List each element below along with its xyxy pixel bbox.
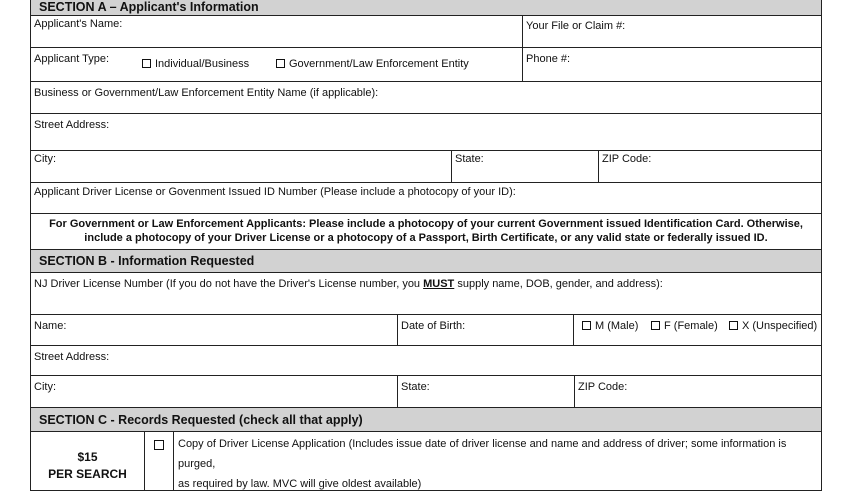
file-claim-field[interactable]: [522, 15, 822, 48]
copy-description-line-1: Copy of Driver License Application (Includes issue date of driver license and name and address of driver; some information is purged,: [178, 438, 787, 470]
must-emphasis: MUST: [423, 278, 455, 290]
gender-f-checkbox[interactable]: [651, 321, 660, 330]
requested-city-label: City:: [34, 381, 56, 393]
section-a-title: SECTION A – Applicant's Information: [39, 0, 259, 14]
phone-field[interactable]: [522, 47, 822, 82]
applicant-city-label: City:: [34, 153, 56, 165]
section-b-header: [30, 249, 822, 273]
gender-f-option[interactable]: F (Female): [651, 320, 718, 332]
applicant-type-government-option[interactable]: [276, 58, 469, 70]
business-name-label: Business or Government/Law Enforcement Entity Name (if applicable):: [34, 87, 379, 99]
notice-line-2: include a photocopy of your Driver License or a photocopy of a Passport, Birth Certificate, or any valid state or federally issued ID.: [84, 232, 768, 244]
requested-zip-label: ZIP Code:: [578, 381, 628, 393]
section-c-title: SECTION C - Records Requested (check all that apply): [39, 412, 363, 427]
gender-field: [573, 314, 822, 346]
section-a-header: [30, 0, 822, 16]
gender-m-checkbox[interactable]: [582, 321, 591, 330]
records-request-form: [30, 0, 822, 490]
individual-checkbox[interactable]: [142, 59, 151, 68]
applicant-id-number-field[interactable]: [30, 182, 822, 214]
gender-m-option[interactable]: M (Male): [582, 320, 638, 332]
file-claim-label: Your File or Claim #:: [526, 20, 626, 32]
applicant-street-field[interactable]: [30, 113, 822, 151]
section-c-header: [30, 407, 822, 432]
requested-state-field[interactable]: [397, 375, 575, 408]
applicant-name-field[interactable]: [30, 15, 523, 48]
copy-description-line-2: as required by law. MVC will give oldest available): [178, 478, 422, 490]
applicant-type-individual-option[interactable]: [142, 58, 249, 70]
requested-zip-field[interactable]: [574, 375, 822, 408]
applicant-type-label: Applicant Type:: [34, 53, 110, 65]
nj-license-number-field[interactable]: [30, 272, 822, 315]
requested-name-label: Name:: [34, 320, 67, 332]
business-name-field[interactable]: [30, 81, 822, 114]
requested-street-field[interactable]: [30, 345, 822, 376]
requested-street-label: Street Address:: [34, 351, 110, 363]
applicant-state-field[interactable]: [451, 150, 599, 183]
requested-state-label: State:: [401, 381, 430, 393]
applicant-zip-field[interactable]: [598, 150, 822, 183]
government-applicant-notice: [30, 213, 822, 250]
government-label: Government/Law Enforcement Entity: [289, 58, 469, 70]
applicant-name-label: Applicant's Name:: [34, 18, 123, 30]
requested-city-field[interactable]: [30, 375, 398, 408]
copy-license-application-description: [173, 431, 822, 491]
date-of-birth-label: Date of Birth:: [401, 320, 466, 332]
applicant-street-label: Street Address:: [34, 119, 110, 131]
copy-license-application-checkbox[interactable]: [154, 440, 164, 450]
applicant-zip-label: ZIP Code:: [602, 153, 652, 165]
section-b-title: SECTION B - Information Requested: [39, 254, 255, 268]
nj-license-number-label: NJ Driver License Number (If you do not have the Driver's License number, you MUST supply name, DOB, gender, and address):: [34, 278, 663, 290]
applicant-type-row: [30, 47, 523, 82]
applicant-state-label: State:: [455, 153, 484, 165]
applicant-city-field[interactable]: [30, 150, 452, 183]
requested-name-field[interactable]: [30, 314, 398, 346]
gender-x-option[interactable]: X (Unspecified): [729, 320, 817, 332]
individual-label: Individual/Business: [155, 58, 250, 70]
per-search-label: PER SEARCH: [48, 467, 127, 481]
phone-label: Phone #:: [526, 53, 571, 65]
gender-x-checkbox[interactable]: [729, 321, 738, 330]
price-amount: $15: [77, 450, 98, 464]
price-cell: [30, 431, 145, 491]
government-checkbox[interactable]: [276, 59, 285, 68]
date-of-birth-field[interactable]: [397, 314, 574, 346]
notice-line-1: For Government or Law Enforcement Applicants: Please include a photocopy of your current Government issued Identification Card. Otherwise,: [49, 218, 803, 230]
applicant-id-number-label: Applicant Driver License or Govenment Issued ID Number (Please include a photocopy of your ID):: [34, 186, 516, 198]
copy-checkbox-cell: [144, 431, 174, 491]
